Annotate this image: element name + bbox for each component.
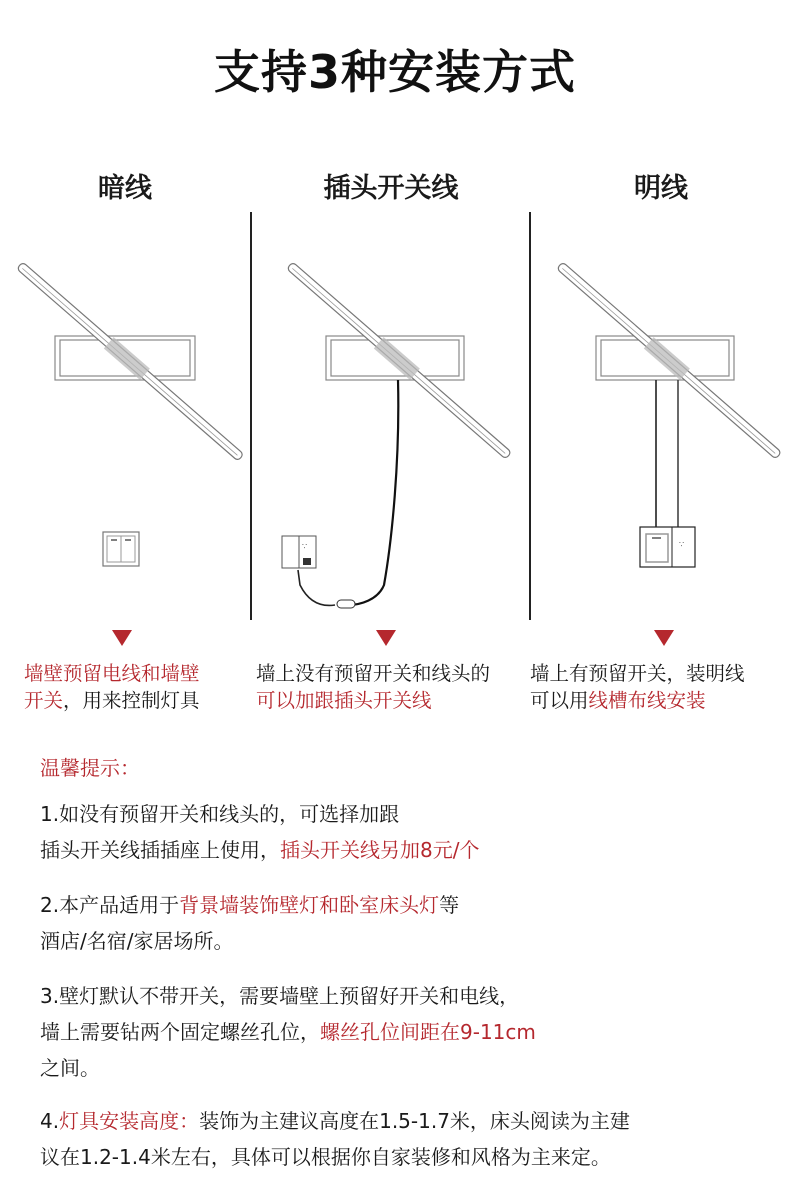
desc-text: 墙上有预留开关，装明线: [530, 662, 745, 685]
desc-highlight: 可以加跟插头开关线: [256, 689, 432, 712]
tip-text: 1.如没有预留开关和线头的，可选择加跟: [40, 802, 400, 826]
tip-text: 3.壁灯默认不带开关，需要墙壁上预留好开关和电线，: [40, 984, 520, 1008]
method-desc-plug-switch: [256, 660, 490, 714]
tip-item-4: [40, 1103, 630, 1175]
tip-highlight: 背景墙装饰壁灯和卧室床头灯: [179, 893, 440, 917]
down-arrow-icon: [376, 630, 396, 646]
method-title-surface: 明线: [634, 173, 688, 204]
tips-heading: 温馨提示：: [40, 756, 140, 780]
tip-text: 装饰为主建议高度在1.5-1.7米，床头阅读为主建: [199, 1109, 630, 1133]
tip-text: 之间。: [40, 1056, 100, 1080]
tip-text: 墙上需要钻两个固定螺丝孔位，: [40, 1020, 320, 1044]
tip-text: 4.: [40, 1109, 60, 1133]
method-desc-surface: [530, 660, 745, 714]
method-title-plug-switch: 插头开关线: [323, 173, 459, 204]
tip-item-1: [40, 796, 479, 868]
desc-text: 墙上没有预留开关和线头的: [256, 662, 491, 685]
svg-text:∵: ∵: [302, 542, 308, 551]
desc-highlight: 开关: [24, 689, 64, 712]
desc-text: ，用来控制灯具: [63, 689, 200, 712]
plug-switch-cable-diagram-icon: [260, 240, 520, 620]
wall-switch-icon: [103, 532, 139, 566]
method-desc-concealed: [24, 660, 200, 714]
tip-text: 2.本产品适用于: [40, 893, 180, 917]
tip-text: 等: [439, 893, 460, 917]
tip-item-3: [40, 978, 536, 1086]
tip-text: 议在1.2-1.4米左右，具体可以根据你自家装修和风格为主来定。: [40, 1145, 611, 1169]
page-title: 支持3种安装方式: [213, 45, 576, 99]
tip-highlight: 插头开关线另加8元/个: [280, 838, 480, 862]
down-arrow-icon: [112, 630, 132, 646]
tip-text: 酒店/名宿/家居场所。: [40, 929, 234, 953]
tip-highlight: 灯具安装高度：: [59, 1109, 200, 1133]
method-title-concealed: 暗线: [98, 173, 152, 204]
tip-item-2: [40, 887, 459, 959]
wall-socket-icon: [282, 536, 316, 568]
desc-highlight: 墙壁预留电线和墙壁: [24, 662, 200, 685]
tip-text: 插头开关线插插座上使用，: [40, 838, 280, 862]
tip-highlight: 螺丝孔位间距在9-11cm: [320, 1020, 536, 1044]
desc-text: 可以用: [530, 689, 589, 712]
surface-wiring-diagram-icon: [530, 240, 790, 620]
svg-text:∵: ∵: [679, 540, 685, 549]
switch-socket-panel-icon: [640, 527, 695, 567]
down-arrow-icon: [654, 630, 674, 646]
concealed-wiring-diagram-icon: [0, 240, 260, 620]
desc-highlight: 线槽布线安装: [588, 689, 706, 712]
